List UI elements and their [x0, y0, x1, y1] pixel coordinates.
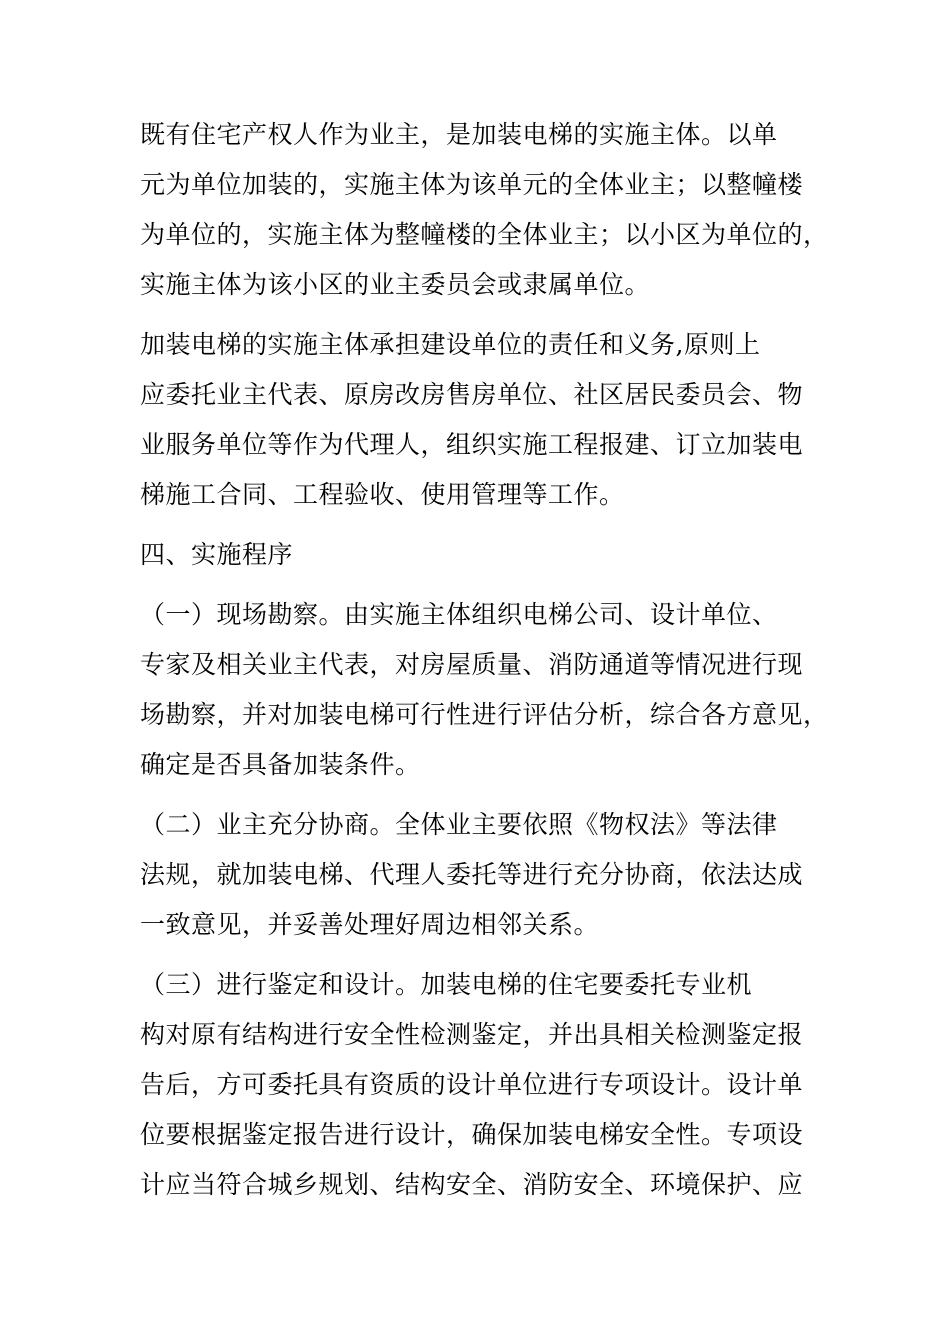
paragraph-5-line-3: 告后，方可委托具有资质的设计单位进行专项设计。设计单	[140, 1070, 804, 1099]
paragraph-5-line-4: 位要根据鉴定报告进行设计，确保加装电梯安全性。专项设	[140, 1120, 804, 1149]
paragraph-1-line-4: 实施主体为该小区的业主委员会或隶属单位。	[140, 270, 651, 299]
paragraph-2-line-4: 梯施工合同、工程验收、使用管理等工作。	[140, 480, 625, 509]
section-heading-4: 四、实施程序	[140, 540, 294, 569]
paragraph-1-line-1: 既有住宅产权人作为业主，是加装电梯的实施主体。以单	[140, 120, 778, 149]
paragraph-4-line-2: 法规，就加装电梯、代理人委托等进行充分协商，依法达成	[140, 860, 804, 889]
paragraph-5-line-1: （三）进行鉴定和设计。加装电梯的住宅要委托专业机	[140, 970, 753, 999]
paragraph-5-line-2: 构对原有结构进行安全性检测鉴定，并出具相关检测鉴定报	[140, 1020, 804, 1049]
paragraph-1-line-2: 元为单位加装的，实施主体为该单元的全体业主；以整幢楼	[140, 170, 804, 199]
paragraph-3-line-2: 专家及相关业主代表，对房屋质量、消防通道等情况进行现	[140, 650, 804, 679]
paragraph-4-line-1: （二）业主充分协商。全体业主要依照《物权法》等法律	[140, 810, 778, 839]
paragraph-1-line-3: 为单位的，实施主体为整幢楼的全体业主；以小区为单位的，	[140, 220, 829, 249]
paragraph-2-line-1: 加装电梯的实施主体承担建设单位的责任和义务,原则上	[140, 330, 761, 359]
paragraph-4-line-3: 一致意见，并妥善处理好周边相邻关系。	[140, 910, 600, 939]
paragraph-3-line-4: 确定是否具备加装条件。	[140, 750, 421, 779]
paragraph-3-line-3: 场勘察，并对加装电梯可行性进行评估分析，综合各方意见，	[140, 700, 829, 729]
paragraph-3-line-1: （一）现场勘察。由实施主体组织电梯公司、设计单位、	[140, 600, 778, 629]
paragraph-2-line-3: 业服务单位等作为代理人，组织实施工程报建、订立加装电	[140, 430, 804, 459]
paragraph-2-line-2: 应委托业主代表、原房改房售房单位、社区居民委员会、物	[140, 380, 804, 409]
paragraph-5-line-5: 计应当符合城乡规划、结构安全、消防安全、环境保护、应	[140, 1170, 804, 1199]
